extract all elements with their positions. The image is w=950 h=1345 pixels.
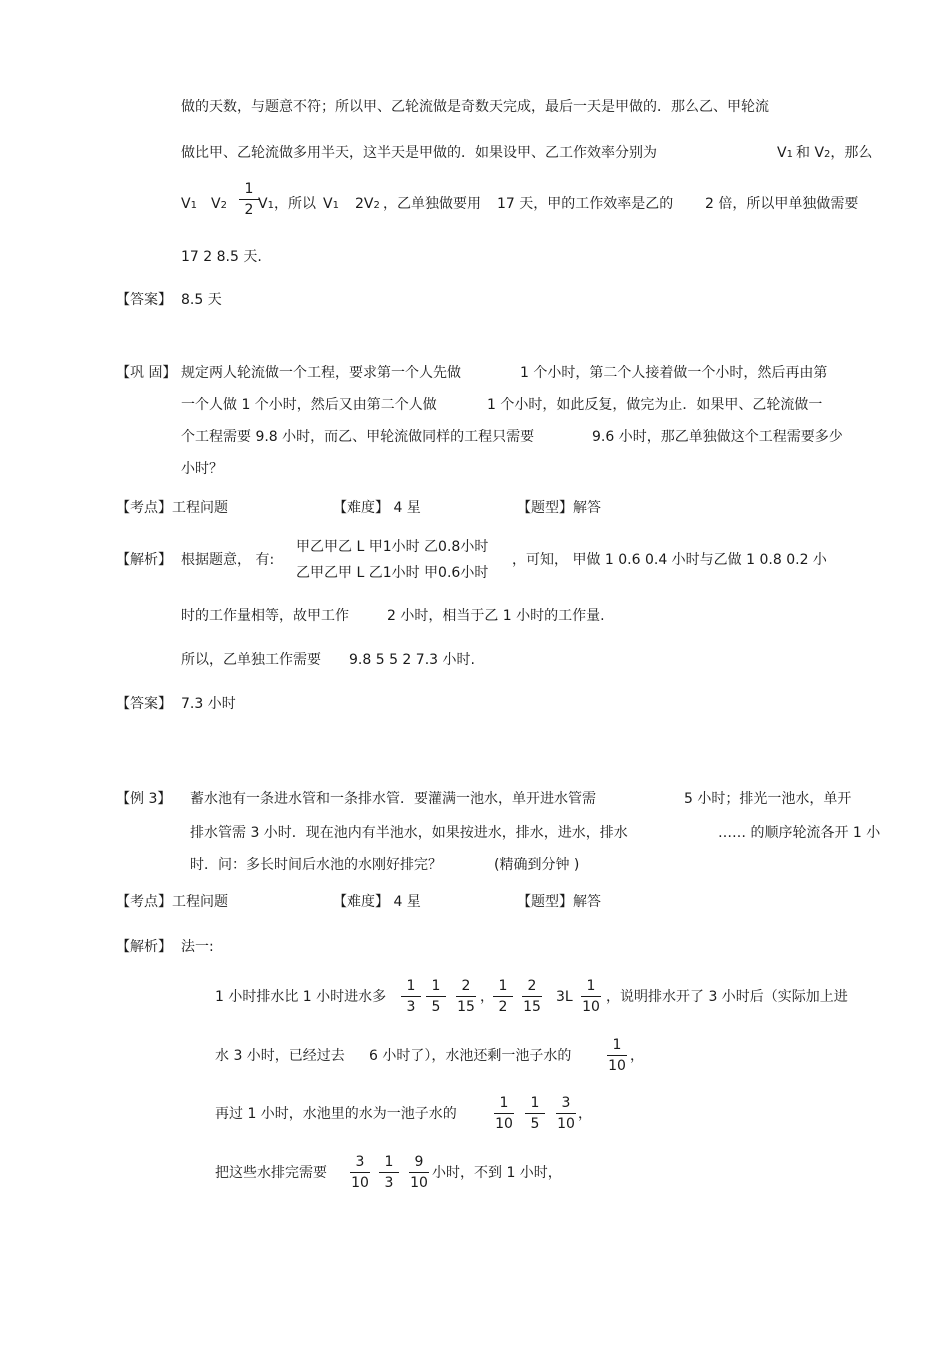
text-line: 17 2 8.5 天.	[181, 249, 262, 265]
fraction: 3 10	[351, 1154, 369, 1191]
answer-label: 【答案】	[116, 696, 172, 712]
variable: V2	[211, 196, 227, 212]
text-line: 个工程需要 9.8 小时，而乙、甲轮流做同样的工程只需要	[181, 429, 535, 445]
text-line: V1，所以	[258, 196, 316, 212]
text-line: 17 天，甲的工作效率是乙的	[497, 196, 674, 212]
text-line: 根据题意， 有:	[181, 552, 275, 568]
text-line: ，乙单独做要用	[383, 196, 481, 212]
text-line: 9.8 5 5 2 7.3 小时.	[349, 652, 475, 668]
text-line: 做比甲、乙轮流做多用半天，这半天是甲做的．如果设甲、乙工作效率分别为	[181, 145, 657, 161]
text-line: ，	[630, 1048, 644, 1064]
example-label: 【例 3】	[116, 791, 172, 807]
analysis-label: 【解析】	[116, 939, 172, 955]
fraction: 1 5	[522, 1094, 548, 1133]
topic-label: 【考点】工程问题	[116, 500, 228, 516]
text-line: ，	[578, 1106, 592, 1122]
text-line: 时的工作量相等，故甲工作	[181, 608, 349, 624]
text-line: 3L	[556, 989, 573, 1005]
equation-line: 乙甲乙甲 L 乙1小时 甲0.6小时	[296, 565, 489, 581]
text-line: 蓄水池有一条进水管和一条排水管．要灌满一池水，单开进水管需	[190, 791, 596, 807]
fraction: 3 10	[557, 1095, 575, 1132]
text-line: 1 个小时，如此反复，做完为止．如果甲、乙轮流做一	[487, 397, 823, 413]
difficulty-label: 【难度】 4 星	[333, 500, 421, 516]
answer-label: 【答案】	[116, 292, 172, 308]
text-line: 5 小时；排光一池水，单开	[684, 791, 852, 807]
fraction: 1 3	[398, 977, 424, 1016]
consolidate-label: 【巩 固】	[116, 365, 177, 381]
text-line: 1 小时排水比 1 小时进水多	[215, 989, 387, 1005]
text-line: 2 小时，相当于乙 1 小时的工作量.	[387, 608, 605, 624]
text-line: (精确到分钟 )	[494, 857, 580, 873]
topic-label: 【考点】工程问题	[116, 894, 228, 910]
text-line: 法一:	[181, 939, 214, 955]
fraction: 1 5	[423, 977, 449, 1016]
text-line: ，	[480, 989, 494, 1005]
text-line: 6 小时了），水池还剩一池子水的	[369, 1048, 572, 1064]
fraction: 1 10	[495, 1095, 513, 1132]
text-line: 时．问：多长时间后水池的水刚好排完？	[190, 857, 442, 873]
type-label: 【题型】解答	[517, 894, 601, 910]
text-line: …… 的顺序轮流各开 1 小	[718, 825, 881, 841]
text-line: 和 V2，那么	[796, 145, 873, 161]
text-line: 做的天数，与题意不符；所以甲、乙轮流做是奇数天完成，最后一天是甲做的．那么乙、甲轮流	[181, 99, 769, 115]
text-line: 把这些水排完需要	[215, 1165, 327, 1181]
text-line: 小时？	[181, 461, 223, 477]
text-line: 所以，乙单独工作需要	[181, 652, 321, 668]
text-line: 水 3 小时，已经过去	[215, 1048, 345, 1064]
fraction: 1 3	[376, 1153, 402, 1192]
text-line: 2 倍，所以甲单独做需要	[705, 196, 859, 212]
answer-value: 8.5 天	[181, 292, 222, 308]
variable: V1	[323, 196, 339, 212]
variable: V1	[181, 196, 197, 212]
text-line: 排水管需 3 小时．现在池内有半池水，如果按进水，排水，进水，排水	[190, 825, 628, 841]
fraction: 2 15	[457, 978, 475, 1015]
equation-line: 甲乙甲乙 L 甲1小时 乙0.8小时	[296, 539, 489, 555]
fraction: 1 10	[582, 978, 600, 1015]
type-label: 【题型】解答	[517, 500, 601, 516]
text-line: 规定两人轮流做一个工程，要求第一个人先做	[181, 365, 461, 381]
variable: 2V2	[355, 196, 380, 212]
text-line: 再过 1 小时，水池里的水为一池子水的	[215, 1106, 457, 1122]
fraction: 1 2	[490, 977, 516, 1016]
analysis-label: 【解析】	[116, 552, 172, 568]
text-line: ，说明排水开了 3 小时后（实际加上进	[606, 989, 848, 1005]
fraction: 9 10	[410, 1154, 428, 1191]
fraction: 2 15	[523, 978, 541, 1015]
text-line: 1 个小时，第二个人接着做一个小时，然后再由第	[520, 365, 828, 381]
variable: V1	[777, 145, 793, 161]
text-line: 一个人做 1 个小时，然后又由第二个人做	[181, 397, 437, 413]
fraction: 1 2	[236, 180, 262, 219]
text-line: 小时，不到 1 小时，	[432, 1165, 562, 1181]
difficulty-label: 【难度】 4 星	[333, 894, 421, 910]
answer-value: 7.3 小时	[181, 696, 236, 712]
fraction: 1 10	[608, 1037, 626, 1074]
text-line: 9.6 小时，那乙单独做这个工程需要多少	[592, 429, 843, 445]
text-line: ，可知， 甲做 1 0.6 0.4 小时与乙做 1 0.8 0.2 小	[512, 552, 827, 568]
